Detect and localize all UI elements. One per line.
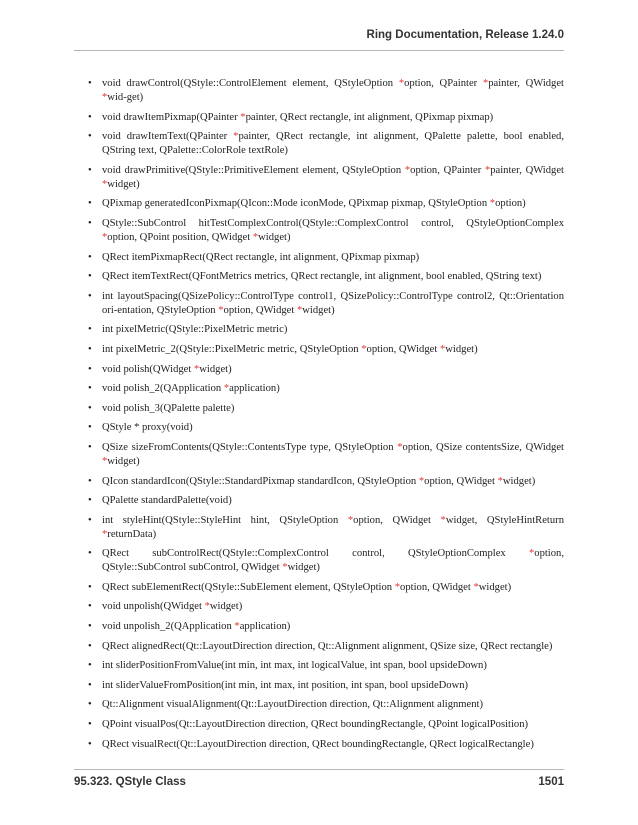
- list-item: [88, 600, 564, 614]
- signature-text: void drawItemPixmap(QPainter: [102, 111, 241, 123]
- pointer-asterisk: *: [296, 304, 303, 316]
- pointer-asterisk: *: [361, 343, 367, 355]
- pointer-asterisk: *: [234, 621, 240, 633]
- list-item: [88, 164, 564, 192]
- list-item: [88, 217, 564, 245]
- bullet-icon: •: [88, 217, 92, 229]
- list-item: [88, 111, 564, 125]
- signature-text: application): [239, 621, 291, 633]
- signature-text: void unpolish_2(QApplication: [102, 621, 235, 633]
- signature-text: widget): [287, 562, 320, 574]
- signature-text: option, QPoint position, QWidget: [107, 231, 253, 243]
- bullet-icon: •: [88, 422, 92, 434]
- signature-text: QStyle::SubControl hitTestComplexControl(QStyle::ComplexControl control, QStyleOptionComplex: [102, 217, 564, 229]
- pointer-asterisk: *: [193, 363, 200, 375]
- bullet-icon: •: [88, 719, 92, 731]
- list-item: [88, 323, 564, 337]
- signature-text: widget): [302, 304, 335, 316]
- signature-text: painter, QRect rectangle, int alignment, QPixmap pixmap): [245, 111, 494, 123]
- list-item: [88, 441, 564, 469]
- signature-text: option, QSize contentsSize, QWidget: [402, 441, 564, 453]
- method-list: [88, 77, 564, 757]
- bullet-icon: •: [88, 383, 92, 395]
- list-item: [88, 718, 564, 732]
- bullet-icon: •: [88, 131, 92, 143]
- bullet-icon: •: [88, 738, 92, 750]
- signature-text: int layoutSpacing(QSizePolicy::ControlType control1, QSizePolicy::ControlType control2, Qt::Orientation ori-entation, QStyleOption: [102, 290, 564, 316]
- list-item: [88, 698, 564, 712]
- list-item: [88, 738, 564, 752]
- list-item: [88, 514, 564, 542]
- pointer-asterisk: *: [102, 92, 108, 103]
- signature-text: widget): [478, 581, 512, 593]
- bullet-icon: •: [88, 290, 92, 302]
- bullet-icon: •: [88, 514, 92, 526]
- list-item: [88, 421, 564, 435]
- signature-text: wid-get): [107, 92, 144, 103]
- list-item: [88, 402, 564, 416]
- bullet-icon: •: [88, 441, 92, 453]
- bullet-icon: •: [88, 699, 92, 711]
- pointer-asterisk: *: [240, 111, 246, 123]
- bullet-icon: •: [88, 251, 92, 263]
- bullet-icon: •: [88, 640, 92, 652]
- bullet-icon: •: [88, 78, 92, 89]
- footer-page-number: 1501: [538, 776, 564, 788]
- bullet-icon: •: [88, 363, 92, 375]
- signature-text: QRect alignedRect(Qt::LayoutDirection direction, Qt::Alignment alignment, QSize size, QRect rectangle): [102, 640, 553, 652]
- signature-text: widget): [107, 455, 140, 467]
- pointer-asterisk: *: [102, 231, 108, 243]
- signature-text: void drawItemText(QPainter: [102, 131, 234, 143]
- bullet-icon: •: [88, 164, 92, 176]
- footer-divider: [74, 769, 564, 770]
- bullet-icon: •: [88, 581, 92, 593]
- signature-text: option, QStyle::SubControl subControl, QWidget: [102, 548, 564, 574]
- signature-text: painter, QWidget: [490, 164, 564, 176]
- list-item: [88, 679, 564, 693]
- signature-text: painter, QWidget: [488, 78, 564, 89]
- signature-text: Qt::Alignment visualAlignment(Qt::LayoutDirection direction, Qt::Alignment alignment): [102, 699, 484, 711]
- signature-text: void drawControl(QStyle::ControlElement element, QStyleOption: [102, 78, 399, 89]
- pointer-asterisk: *: [252, 231, 259, 243]
- signature-text: widget): [502, 475, 536, 487]
- signature-text: QRect subElementRect(QStyle::SubElement element, QStyleOption: [102, 581, 395, 593]
- signature-text: void polish(QWidget: [102, 363, 194, 375]
- pointer-asterisk: *: [102, 178, 108, 190]
- pointer-asterisk: *: [282, 562, 288, 574]
- bullet-icon: •: [88, 621, 92, 633]
- pointer-asterisk: *: [404, 164, 411, 176]
- list-item: [88, 659, 564, 673]
- pointer-asterisk: *: [102, 528, 108, 540]
- list-item: [88, 475, 564, 489]
- signature-text: option, QWidget: [424, 475, 498, 487]
- signature-text: QSize sizeFromContents(QStyle::ContentsType type, QStyleOption: [102, 441, 398, 453]
- signature-text: QRect subControlRect(QStyle::ComplexControl control, QStyleOptionComplex: [102, 548, 529, 560]
- pointer-asterisk: *: [484, 164, 491, 176]
- signature-text: option, QPainter: [410, 164, 485, 176]
- signature-text: option, QWidget: [366, 343, 440, 355]
- bullet-icon: •: [88, 548, 92, 560]
- signature-text: returnData): [107, 528, 157, 540]
- list-item: [88, 581, 564, 595]
- bullet-icon: •: [88, 402, 92, 414]
- signature-text: int styleHint(QStyle::StyleHint hint, QStyleOption: [102, 514, 348, 526]
- bullet-icon: •: [88, 601, 92, 613]
- signature-text: QRect itemPixmapRect(QRect rectangle, int alignment, QPixmap pixmap): [102, 251, 420, 263]
- list-item: [88, 382, 564, 396]
- list-item: [88, 251, 564, 265]
- header-divider: [74, 50, 564, 51]
- pointer-asterisk: *: [394, 581, 401, 593]
- pointer-asterisk: *: [204, 601, 210, 613]
- signature-text: option, QPainter: [404, 78, 483, 89]
- pointer-asterisk: *: [233, 131, 239, 143]
- signature-text: QRect visualRect(Qt::LayoutDirection direction, QRect boundingRectangle, QRect logicalRectangle): [102, 738, 534, 750]
- bullet-icon: •: [88, 324, 92, 336]
- pointer-asterisk: *: [482, 78, 489, 89]
- signature-text: QRect itemTextRect(QFontMetrics metrics, QRect rectangle, int alignment, bool enabled, QString text): [102, 271, 542, 283]
- bullet-icon: •: [88, 343, 92, 355]
- bullet-icon: •: [88, 679, 92, 691]
- signature-text: application): [229, 383, 280, 395]
- bullet-icon: •: [88, 271, 92, 283]
- list-item: [88, 197, 564, 211]
- list-item: [88, 494, 564, 508]
- list-item: [88, 270, 564, 284]
- signature-text: QPalette standardPalette(void): [102, 495, 232, 507]
- list-item: [88, 363, 564, 377]
- signature-text: void polish_3(QPalette palette): [102, 402, 235, 414]
- pointer-asterisk: *: [473, 581, 479, 593]
- bullet-icon: •: [88, 660, 92, 672]
- list-item: [88, 130, 564, 158]
- signature-text: void polish_2(QApplication: [102, 383, 224, 395]
- bullet-icon: •: [88, 111, 92, 123]
- pointer-asterisk: *: [398, 78, 405, 89]
- pointer-asterisk: *: [528, 548, 535, 560]
- page-header: Ring Documentation, Release 1.24.0: [366, 29, 564, 41]
- pointer-asterisk: *: [439, 343, 446, 355]
- pointer-asterisk: *: [102, 455, 108, 467]
- signature-text: void unpolish(QWidget: [102, 601, 205, 613]
- signature-text: QPixmap generatedIconPixmap(QIcon::Mode iconMode, QPixmap pixmap, QStyleOption: [102, 198, 490, 210]
- signature-text: QIcon standardIcon(QStyle::StandardPixmap standardIcon, QStyleOption: [102, 475, 419, 487]
- pointer-asterisk: *: [223, 383, 230, 395]
- signature-text: widget): [258, 231, 291, 243]
- list-item: [88, 343, 564, 357]
- signature-text: option, QWidget: [223, 304, 297, 316]
- list-item: [88, 290, 564, 318]
- pointer-asterisk: *: [218, 304, 224, 316]
- signature-text: painter, QRect rectangle, int alignment, QPalette palette, bool enabled, QString text, QPalette::ColorRole textRole): [102, 131, 564, 157]
- signature-text: option, QWidget: [353, 514, 441, 526]
- signature-text: int pixelMetric(QStyle::PixelMetric metric): [102, 324, 288, 336]
- pointer-asterisk: *: [397, 441, 403, 453]
- signature-text: widget, QStyleHintReturn: [445, 514, 564, 526]
- pointer-asterisk: *: [489, 198, 496, 210]
- list-item: [88, 640, 564, 654]
- signature-text: QStyle * proxy(void): [102, 422, 193, 434]
- signature-text: QPoint visualPos(Qt::LayoutDirection direction, QRect boundingRectangle, QPoint logicalPosition): [102, 719, 529, 731]
- bullet-icon: •: [88, 198, 92, 210]
- signature-text: widget): [445, 343, 478, 355]
- signature-text: void drawPrimitive(QStyle::PrimitiveElement element, QStyleOption: [102, 164, 405, 176]
- bullet-icon: •: [88, 495, 92, 507]
- pointer-asterisk: *: [497, 475, 503, 487]
- signature-text: int pixelMetric_2(QStyle::PixelMetric metric, QStyleOption: [102, 343, 362, 355]
- signature-text: widget): [107, 178, 140, 190]
- pointer-asterisk: *: [418, 475, 425, 487]
- signature-text: option, QWidget: [400, 581, 474, 593]
- footer-section-title: 95.323. QStyle Class: [74, 776, 186, 788]
- signature-text: option): [495, 198, 526, 210]
- list-item: [88, 547, 564, 575]
- pointer-asterisk: *: [347, 514, 354, 526]
- pointer-asterisk: *: [440, 514, 446, 526]
- signature-text: int sliderPositionFromValue(int min, int max, int logicalValue, int span, bool upsideDown): [102, 660, 487, 672]
- bullet-icon: •: [88, 475, 92, 487]
- signature-text: widget): [199, 363, 232, 375]
- list-item: [88, 77, 564, 105]
- signature-text: widget): [209, 601, 243, 613]
- list-item: [88, 620, 564, 634]
- signature-text: int sliderValueFromPosition(int min, int max, int position, int span, bool upsideDown): [102, 679, 469, 691]
